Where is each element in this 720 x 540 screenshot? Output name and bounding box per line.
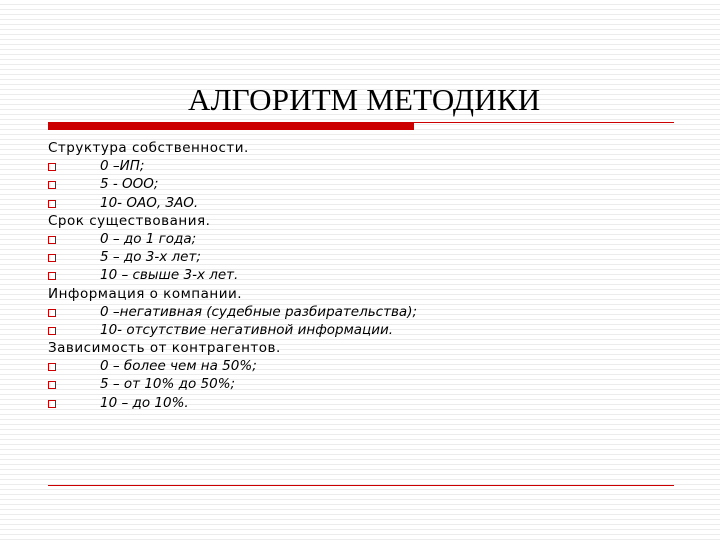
title-underline-thick: [48, 123, 414, 130]
list-item-text: 0 – до 1 года;: [100, 230, 197, 247]
square-bullet-icon: [48, 181, 56, 189]
list-item: [48, 321, 668, 339]
section-heading-company-info: Информация о компании.: [48, 285, 243, 302]
list-item: [48, 248, 668, 266]
square-bullet-icon: [48, 400, 56, 408]
list-item: [48, 266, 668, 284]
list-item: [48, 194, 668, 212]
square-bullet-icon: [48, 381, 56, 389]
list-item: [48, 357, 668, 375]
list-item-text: 5 – от 10% до 50%;: [100, 376, 236, 393]
square-bullet-icon: [48, 309, 56, 317]
square-bullet-icon: [48, 363, 56, 371]
list-item-text: 10- отсутствие негативной информации.: [100, 321, 394, 338]
list-item: [48, 175, 668, 193]
list-item-text: 10- ОАО, ЗАО.: [100, 194, 199, 211]
list-item: [48, 157, 668, 175]
square-bullet-icon: [48, 272, 56, 280]
list-item: [48, 303, 668, 321]
list-item-text: 0 – более чем на 50%;: [100, 358, 257, 375]
list-item-text: 5 – до 3-х лет;: [100, 249, 201, 266]
list-item-text: 10 – до 10%.: [100, 394, 189, 411]
list-item-text: 0 –негативная (судебные разбирательства);: [100, 303, 418, 320]
square-bullet-icon: [48, 254, 56, 262]
list-item-text: 5 - ООО;: [100, 176, 159, 193]
square-bullet-icon: [48, 236, 56, 244]
slide-title: АЛГОРИТМ МЕТОДИКИ: [188, 82, 541, 117]
list-item: [48, 375, 668, 393]
section-heading-dependency: Зависимость от контрагентов.: [48, 340, 281, 357]
square-bullet-icon: [48, 163, 56, 171]
slide-body: [48, 139, 668, 412]
footer-rule: [48, 485, 674, 486]
section-heading-ownership: Структура собственности.: [48, 140, 249, 156]
section-heading-lifetime: Срок существования.: [48, 212, 211, 229]
list-item: [48, 230, 668, 248]
square-bullet-icon: [48, 327, 56, 335]
list-item-text: 10 – свыше 3-х лет.: [100, 267, 239, 284]
list-item-text: 0 –ИП;: [100, 158, 145, 175]
list-item: [48, 394, 668, 412]
square-bullet-icon: [48, 200, 56, 208]
